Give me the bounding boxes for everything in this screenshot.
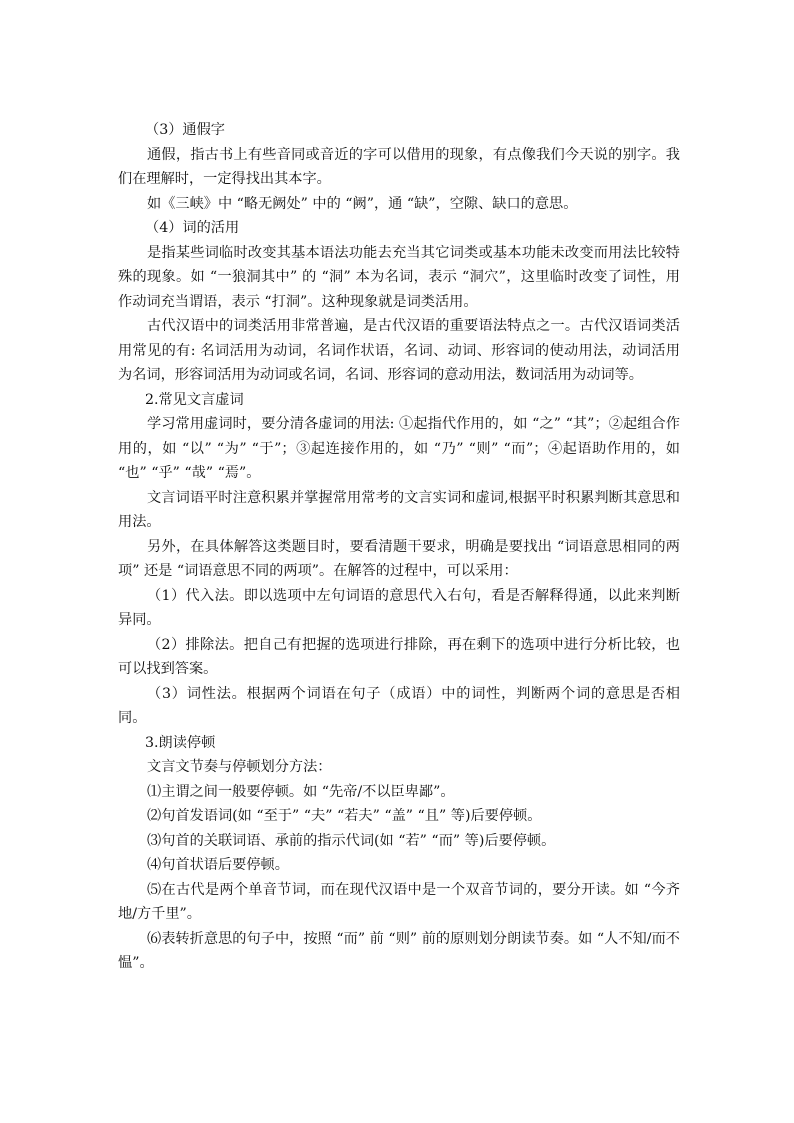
list-item: ⑸在古代是两个单音节词，而在现代汉语中是一个双音节词的，要分开读。如 “今齐地/方千里”。	[118, 881, 680, 922]
section-heading-xuci: 2.常见文言虚词	[145, 391, 244, 408]
list-item: ⑶句首的关联词语、承前的指示代词(如 “若” “而” 等)后要停顿。	[147, 832, 556, 849]
document-body	[118, 118, 680, 976]
paragraph: 文言文节奏与停顿划分方法：	[147, 759, 332, 775]
paragraph: 是指某些词临时改变其基本语法功能去充当其它词类或基本功能未改变而用法比较特殊的现象。如 “一狼洞其中” 的 “洞” 本为名词，表示 “洞穴”，这里临时改变了词性，用作动词充当谓语，表示 “打洞”。这种现象就是词类活用。	[118, 244, 680, 310]
section-heading-tongjiazi: （3）通假字	[145, 122, 225, 138]
section-heading-langdu-tingdun: 3.朗读停顿	[145, 734, 216, 751]
list-item: ⑵句首发语词(如 “至于” “夫” “若夫” “盖” “且” 等)后要停顿。	[147, 808, 542, 824]
list-item: ⑴主谓之间一般要停顿。如 “先帝/不以臣卑鄙”。	[147, 783, 455, 800]
list-item: （2）排除法。把自己有把握的选项进行排除，再在剩下的选项中进行分析比较，也可以找到答案。	[118, 636, 680, 677]
section-heading-ci-de-huoyong: （4）词的活用	[145, 220, 240, 236]
paragraph: 学习常用虚词时，要分清各虚词的用法: ①起指代作用的，如 “之” “其”；②起组合作用的，如 “以” “为” “于”；③起连接作用的，如 “乃” “则” “而”；④起语助作用的，如 “也” “乎” “哉” “焉”。	[118, 416, 680, 481]
list-item: ⑷句首状语后要停顿。	[147, 857, 289, 873]
list-item: ⑹表转折意思的句子中，按照 “而” 前 “则” 前的原则划分朗读节奏。如 “人不知/而不愠”。	[118, 930, 680, 971]
list-item: （3）词性法。根据两个词语在句子（成语）中的词性，判断两个词的意思是否相同。	[118, 685, 680, 726]
paragraph: 另外，在具体解答这类题目时，要看清题干要求，明确是要找出 “词语意思相同的两项” 还是 “词语意思不同的两项”。在解答的过程中，可以采用：	[118, 538, 680, 579]
paragraph: 如《三峡》中 “略无阙处” 中的 “阙”，通 “缺”，空隙、缺口的意思。	[147, 195, 578, 212]
paragraph: 通假，指古书上有些音同或音近的字可以借用的现象，有点像我们今天说的别字。我们在理解时，一定得找出其本字。	[118, 146, 680, 187]
list-item: （1）代入法。即以选项中左句词语的意思代入右句，看是否解释得通，以此来判断异同。	[118, 587, 680, 628]
paragraph: 古代汉语中的词类活用非常普遍，是古代汉语的重要语法特点之一。古代汉语词类活用常见的有: 名词活用为动词，名词作状语，名词、动词、形容词的使动用法，动词活用为名词，形容词活用为动词或名词，名词、形容词的意动用法，数词活用为动词等。	[118, 318, 680, 383]
paragraph: 文言词语平时注意积累并掌握常用常考的文言实词和虚词,根据平时积累判断其意思和用法。	[118, 489, 680, 530]
